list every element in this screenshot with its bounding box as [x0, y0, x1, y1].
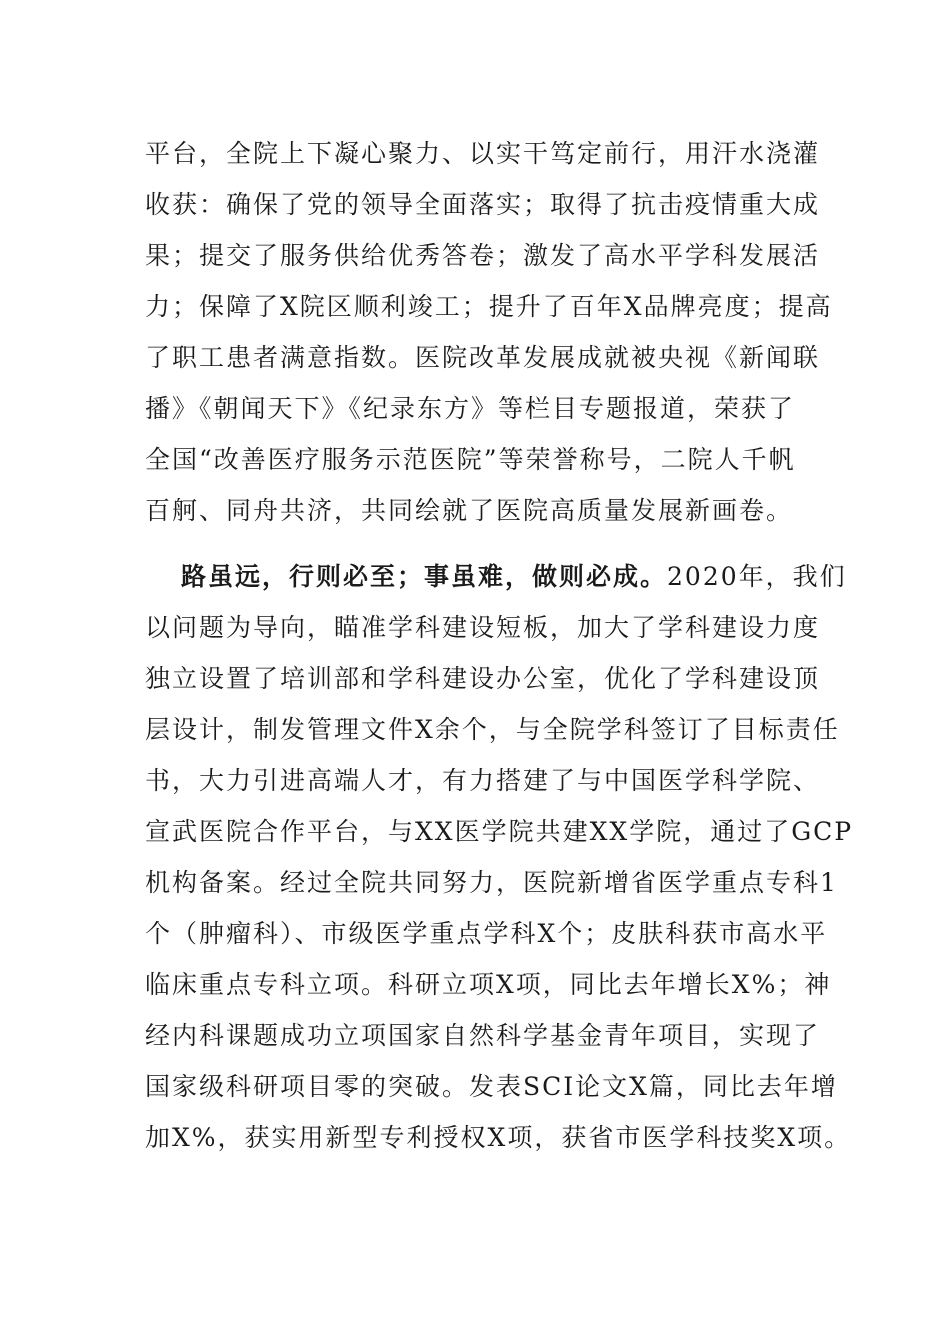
text-line: 书，大力引进高端人才，有力搭建了与中国医学科学院、 [145, 766, 821, 795]
text-line: 加X%，获实用新型专利授权X项，获省市医学科技奖X项。 [145, 1123, 852, 1152]
text-line: 个（肿瘤科）、市级医学重点学科X个；皮肤科获市高水平 [145, 919, 828, 948]
text-line: 收获：确保了党的领导全面落实；取得了抗击疫情重大成 [145, 190, 821, 219]
text-line: 以问题为导向，瞄准学科建设短板，加大了学科建设力度 [145, 613, 821, 642]
text-line: 层设计，制发管理文件X余个，与全院学科签订了目标责任 [145, 715, 840, 744]
text-line: 临床重点专科立项。科研立项X项，同比去年增长X%；神 [145, 970, 832, 999]
text-line: 力；保障了X院区顺利竣工；提升了百年X品牌亮度；提高 [145, 292, 833, 321]
text-line: 机构备案。经过全院共同努力，医院新增省医学重点专科1 [145, 868, 838, 897]
text-line: 了职工患者满意指数。医院改革发展成就被央视《新闻联 [145, 343, 821, 372]
paragraph-1 [145, 128, 833, 536]
text-line: 果；提交了服务供给优秀答卷；激发了高水平学科发展活 [145, 241, 821, 270]
text-line: 经内科课题成功立项国家自然科学基金青年项目，实现了 [145, 1021, 821, 1050]
paragraph-2 [145, 551, 854, 1163]
text-line: 全国“改善医疗服务示范医院”等荣誉称号，二院人千帆 [145, 445, 796, 474]
body-text [145, 128, 854, 1163]
first-line-rest: 2020年，我们 [667, 562, 847, 591]
paragraph-spacer [145, 536, 810, 551]
text-line: 平台，全院上下凝心聚力、以实干笃定前行，用汗水浇灌 [145, 139, 821, 168]
text-line: 宣武医院合作平台，与XX医学院共建XX学院，通过了GCP [145, 817, 854, 846]
text-line: 国家级科研项目零的突破。发表SCI论文X篇，同比去年增 [145, 1072, 838, 1101]
paragraph-lead-sentence: 路虽远，行则必至；事虽难，做则必成。 [181, 562, 668, 591]
text-line: 播》《朝闻天下》《纪录东方》等栏目专题报道，荣获了 [145, 394, 796, 423]
text-line-first [145, 551, 847, 602]
text-line: 独立设置了培训部和学科建设办公室，优化了学科建设顶 [145, 664, 821, 693]
text-line: 百舸、同舟共济，共同绘就了医院高质量发展新画卷。 [145, 496, 794, 525]
